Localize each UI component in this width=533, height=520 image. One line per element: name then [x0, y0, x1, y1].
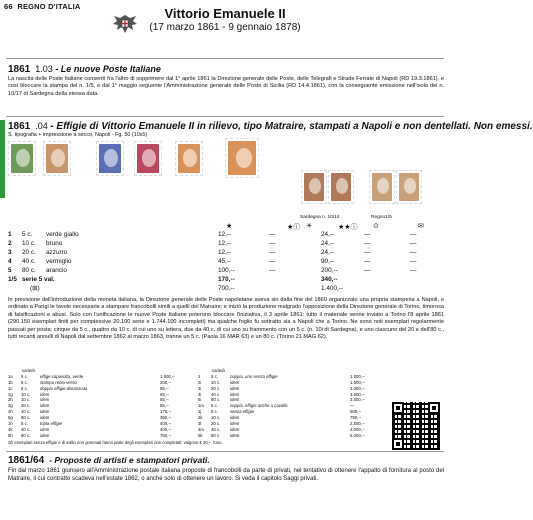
stamp-image — [134, 141, 162, 176]
stamp-image — [301, 170, 327, 204]
running-title: REGNO D'ITALIA — [17, 2, 81, 11]
section-year: 1861/64 — [8, 455, 45, 466]
stamp-image — [369, 170, 395, 204]
varieties-table-right: varietà 1 5 c. coppia, uno senza effigie 1.500,-- 2i 10 c. idem 1.500,-- 3i 20 c. idem 3.000,-- 4i 40 c. idem 3.600,-- 5i 80 c. idem 3.000,-- 1m 5 c. coppia, effigie anche a cavallo — 1j 5 c. senza effigie 500,-- 2k 10 c. idem 750,-- 3l 20 c. idem 2.500,-- 4m 40 c. idem 4.000,-- 5k 80 c. idem 6.000,-- — [198, 368, 365, 438]
section-paragraph: La nascita delle Poste Italiane consentì fra l'altro di sopprimere dal 1° aprile 1861 la Direzione generale delle Poste, delle Telegrafi e Strade Ferrate di Napoli (RD 19.3.1861), e così bloccare la stampa del n. 1/5, e dal 1° maggio seguente l'Amministrazione generale delle Poste di Sicilia (RD 14.4.1861), con la conseguente emissione nell'isola dei n. 10/17 di Sardegna della stessa data. — [8, 76, 444, 97]
section-heading-1861-03 — [8, 64, 161, 75]
catalog-row: 2 10 c. bruno 12,-- — 24,-- — — — [8, 240, 417, 247]
catalog-row: 5 80 c. arancio 100,-- — 200,-- — — — [8, 267, 417, 274]
varieties-table-left: varietà 1a 5 c. effige capovolta, verde 1.500,-- 1b 5 c. stampa recto-verso 200,-- 1c 5 c. doppia effigie distanziata 65,-- 2g 10 c. idem 65,-- 2h 10 c. idem 65,-- 3g 20 c. idem 65,-- 4h 40 c. idem 175,-- 5g 80 c. idem 350,-- 1h 5 c. tripla effigie 400,-- 4k 40 c. idem 400,-- 5h 80 c. idem 750,-- — [8, 368, 175, 438]
section-title: - Le nuove Poste Italiane — [55, 64, 161, 74]
section-title: - Proposte di artisti e stampatori privati. — [49, 455, 210, 465]
section-number: .04 — [35, 121, 48, 131]
page-number: 66 — [4, 2, 13, 11]
stamp-image — [8, 141, 36, 176]
stamp-image — [225, 138, 259, 178]
divider — [6, 58, 444, 59]
header-mint-nh-icon: ★★ⓘ — [338, 224, 358, 231]
header-cover-icon: ✉ — [418, 223, 424, 230]
section-paragraph: In previsione dell'introduzione della moneta italiana, la Direzione generale delle Poste napoletane aveva sin dalla fine del 1860 organizzato una propria stamperia a Napoli, e ordinato a Parigi le tavole necessarie a stampare francobolli simili a quelli del Matraire; e iniziò la produzione malgrado l'opposizione della Direzione generale di Torino, timorosa di falsificazioni e abusi. Solo con l'unificazione le nuove Poste Italiane poterono bloccare l'iniziativa, il 3 aprile 1861: tutto il materiale venne inviato a Torino l'8 aprile 1861 (290.150 esemplari finiti per complessive 20.100 serie e 1.744.100 incompleti) ma qualche foglio fu sottratto sia a Napoli che a Torino. Ne sono noti esemplari regolarmente passati per posta: cinque da 5 c., quattro da 10 c. di cui uno su lettera, due da 40 c. di cui uno su frammento con un 5 c. (n. 10i di Sardegna), e uno ciascuno del 20 e dell'80 c., tutti recanti annulli di Napoli dal settembre 1862 al marzo 1863, tranne un 5 c. (Paola 16 MAR 63) e un 80 c. (Torino 21 MAG 62). — [8, 297, 444, 341]
caption-regno: Regno1/5 — [371, 215, 392, 220]
catalog-row: 3 20 c. azzurro 12,-- — 24,-- — — — [8, 249, 417, 256]
stamp-image — [175, 141, 203, 176]
section-heading-1861-64 — [8, 455, 210, 466]
header-sun-icon: ☀ — [306, 223, 313, 230]
section-number: 1.03 — [35, 64, 53, 74]
stamp-image — [396, 170, 422, 204]
section-paragraph: Fin dal marzo 1861 giunsero all'Amministrazione postale italiana proposte di francobolli da parte di privati, nel tentativo di ottenere l'appalto di fornitura al posto del Matraire, il cui contratto scadeva nell'estate 1862, o anche solo di ottenere un lavoro. Si veda il capitolo Saggi privati. — [8, 468, 444, 482]
section-title: - Effigie di Vittorio Emanuele II in rilievo, tipo Matraire, stampati a Napoli e non dentellati. Non emessi. — [50, 121, 533, 132]
catalog-row: 4 40 c. vermiglio 45,-- — 90,-- — — — [8, 258, 417, 265]
section-year: 1861 — [8, 64, 31, 75]
stamp-image — [43, 141, 71, 176]
divider — [6, 116, 444, 117]
varieties-footnote: Gli esemplari senza effigie e di solito non gommati fanno parte degli esemplari non completati: valgono € 30,-- l'uno. — [8, 440, 223, 445]
stamp-image — [328, 170, 354, 204]
page-subtitle: (17 marzo 1861 - 9 gennaio 1878) — [149, 22, 301, 33]
header-used-icon: ⊙ — [373, 223, 379, 230]
page-title: Vittorio Emanuele II — [164, 6, 286, 21]
section-heading-1861-04 — [8, 121, 533, 132]
header-mint-icon: ★ⓘ — [287, 224, 301, 231]
divider — [6, 451, 444, 452]
stamp-image — [96, 141, 124, 176]
header-unused-icon: ★ — [226, 223, 233, 230]
printing-info: S. tipografia + impressione a secco, Napoli - Fg. 50 (10x5) — [8, 132, 148, 138]
catalog-row: 1 5 c. verde giallo 12,-- — 24,-- — — — [8, 231, 417, 238]
catalog-row-set: 1/5 serie 5 val. 170,-- 340,-- — [8, 276, 338, 283]
section-marker — [0, 120, 5, 198]
catalog-row-block: (⊞) 700,-- 1.400,-- — [30, 285, 344, 292]
qr-code[interactable] — [392, 402, 440, 450]
caption-sardegna: Sardegna n. 10/14 — [300, 215, 340, 220]
section-year: 1861 — [8, 121, 31, 132]
